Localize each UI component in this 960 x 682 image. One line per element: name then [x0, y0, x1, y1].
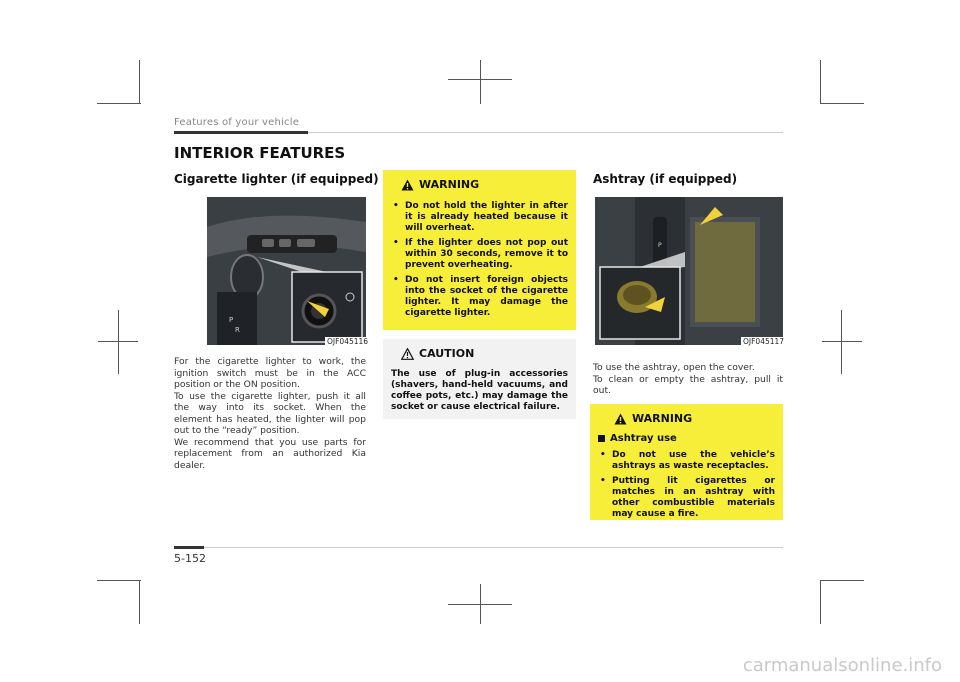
- caution-title: [401, 347, 568, 360]
- cigarette-lighter-illustration: [207, 197, 366, 345]
- crop-mark: [841, 310, 842, 374]
- warning-item: • If the lighter does not pop out within 30 seconds, remove it to prevent overheating.: [391, 238, 568, 271]
- ashtray-warning-box: [590, 404, 783, 520]
- black-square-icon: [598, 435, 605, 442]
- crop-mark: [98, 341, 138, 342]
- header-rule: [174, 131, 308, 134]
- warning-box: [383, 170, 576, 330]
- image-code: OJF045116: [327, 337, 369, 346]
- crop-mark: [139, 60, 140, 104]
- ashtray-photo: [595, 197, 783, 345]
- crop-mark: [820, 580, 821, 624]
- ashtray-warning-subheading: [598, 433, 775, 444]
- crop-mark: [820, 60, 821, 104]
- ashtray-warning-list: [598, 450, 775, 520]
- cigarette-lighter-photo: [207, 197, 366, 345]
- warning-list: [391, 201, 568, 319]
- warning-triangle-icon: [614, 413, 627, 425]
- section-title: INTERIOR FEATURES: [174, 144, 346, 162]
- caution-text: The use of plug-in accessories (shavers, hand-held vacuums, and coffee pots, etc.) may damage the socket or cause electrical failure.: [391, 369, 568, 412]
- warning-triangle-icon: [401, 179, 414, 191]
- page-number: 5-152: [174, 552, 206, 565]
- ashtray-illustration: [595, 197, 783, 345]
- footer-rule: [174, 546, 204, 549]
- crop-mark: [822, 341, 862, 342]
- watermark: carmanualsonline.info: [742, 655, 942, 676]
- crop-mark: [97, 103, 141, 104]
- caution-triangle-icon: [401, 348, 414, 360]
- warning-item: • Putting lit cigarettes or matches in an ashtray with other combustible materials may cause a fire.: [598, 476, 775, 520]
- crop-mark: [139, 580, 140, 624]
- warning-item: • Do not insert foreign objects into the socket of the cigarette lighter. It may damage the cigarette lighter.: [391, 275, 568, 319]
- image-code: OJF045117: [743, 337, 785, 346]
- warning-title-text: WARNING: [419, 178, 480, 191]
- header-rule-light: [308, 132, 783, 133]
- ashtray-warning-title-text: WARNING: [632, 412, 693, 425]
- crop-mark: [97, 580, 141, 581]
- ashtray-warning-title: [614, 412, 775, 425]
- warning-title: [401, 178, 568, 191]
- cigarette-lighter-heading: Cigarette lighter (if equipped): [174, 172, 379, 186]
- svg-text:P: P: [658, 242, 662, 249]
- ashtray-heading: Ashtray (if equipped): [593, 172, 738, 186]
- caution-title-text: CAUTION: [419, 347, 475, 360]
- crop-mark: [820, 103, 864, 104]
- ashtray-instructions: To use the ashtray, open the cover. To clean or empty the ashtray, pull it out.: [593, 362, 783, 396]
- svg-text:P: P: [229, 316, 234, 324]
- ashtray-warning-subheading-text: Ashtray use: [610, 433, 677, 444]
- warning-item: • Do not hold the lighter in after it is already heated because it will overheat.: [391, 201, 568, 234]
- crop-mark: [480, 60, 481, 104]
- cigarette-lighter-instructions: For the cigarette lighter to work, the ignition switch must be in the ACC position or the ON position. To use the cigarette lighter, push it all the way into its socket. When the element has heated, the lighter will pop out to the “ready” position. We recommend that you use parts for replacement from an authorized Kia dealer.: [174, 356, 366, 471]
- caution-box: [383, 339, 576, 419]
- crop-mark: [820, 580, 864, 581]
- svg-text:R: R: [235, 326, 240, 334]
- crop-mark: [448, 604, 512, 605]
- category-label: Features of your vehicle: [174, 117, 300, 128]
- crop-mark: [118, 310, 119, 374]
- crop-mark: [448, 79, 512, 80]
- warning-item: • Do not use the vehicle’s ashtrays as waste receptacles.: [598, 450, 775, 472]
- footer-rule-light: [204, 547, 783, 548]
